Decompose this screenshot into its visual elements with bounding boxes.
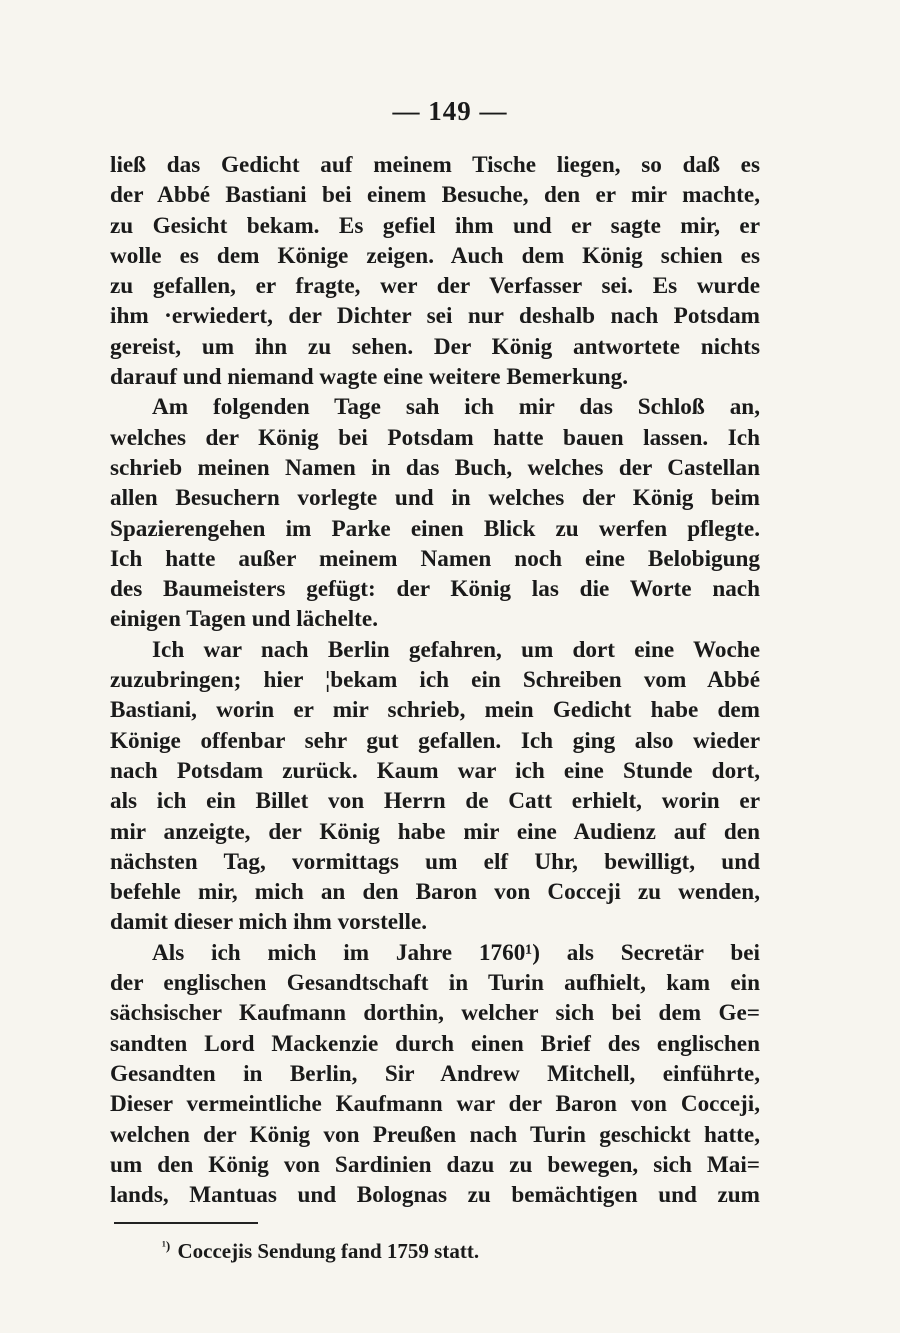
text-line: damit dieser mich ihm vorstelle. — [110, 909, 428, 936]
text-line: zu gefallen, er fragte, wer der Verfasser sei. Es wurde — [110, 273, 760, 300]
text-line: Am folgenden Tage sah ich mir das Schloß an, — [152, 394, 760, 421]
text-line: des Baumeisters gefügt: der König las die Worte nach — [110, 576, 760, 603]
text-line: darauf und niemand wagte eine weitere Bemerkung. — [110, 364, 629, 391]
text-line: um den König von Sardinien dazu zu bewegen, sich Mai= — [110, 1151, 760, 1178]
text-line: Bastiani, worin er mir schrieb, mein Gedicht habe dem — [110, 697, 760, 724]
text-line: zuzubringen; hier ¦bekam ich ein Schreiben vom Abbé — [110, 667, 760, 694]
footnote-marker: ¹) — [162, 1238, 171, 1253]
text-line: lands, Mantuas und Bolognas zu bemächtigen und zum — [110, 1182, 760, 1209]
text-line: welchen der König von Preußen nach Turin geschickt hatte, — [110, 1121, 760, 1148]
text-line: Als ich mich im Jahre 1760¹) als Secretär bei — [152, 939, 760, 966]
text-line: der englischen Gesandtschaft in Turin aufhielt, kam ein — [110, 970, 760, 997]
footnote-divider — [114, 1222, 258, 1224]
text-line: Gesandten in Berlin, Sir Andrew Mitchell, einführte, — [110, 1060, 760, 1087]
footnote — [162, 1238, 479, 1264]
text-line: Spazierengehen im Parke einen Blick zu werfen pflegte. — [110, 515, 760, 542]
text-line: nach Potsdam zurück. Kaum war ich eine Stunde dort, — [110, 757, 760, 784]
text-line: Ich war nach Berlin gefahren, um dort eine Woche — [152, 636, 760, 663]
text-line: gereist, um ihn zu sehen. Der König antwortete nichts — [110, 333, 760, 360]
text-line: ließ das Gedicht auf meinem Tische liegen, so daß es — [110, 152, 760, 178]
text-line: als ich ein Billet von Herrn de Catt erhielt, worin er — [110, 788, 760, 815]
text-line: Könige offenbar sehr gut gefallen. Ich ging also wieder — [110, 727, 760, 754]
text-line: Ich hatte außer meinem Namen noch eine Belobigung — [110, 545, 760, 572]
text-line: nächsten Tag, vormittags um elf Uhr, bewilligt, und — [110, 848, 760, 875]
text-line: schrieb meinen Namen in das Buch, welches der Castellan — [110, 454, 760, 481]
text-line: welches der König bei Potsdam hatte bauen lassen. Ich — [110, 424, 760, 451]
text-line: mir anzeigte, der König habe mir eine Audienz auf den — [110, 818, 760, 845]
text-line: einigen Tagen und lächelte. — [110, 606, 378, 633]
text-line: sächsischer Kaufmann dorthin, welcher sich bei dem Ge= — [110, 1000, 760, 1027]
text-line: sandten Lord Mackenzie durch einen Brief des englischen — [110, 1030, 760, 1057]
page-number: — 149 — — [392, 96, 508, 126]
text-line: der Abbé Bastiani bei einem Besuche, den er mir machte, — [110, 182, 760, 209]
footnote-text: Coccejis Sendung fand 1759 statt. — [177, 1239, 480, 1263]
text-line: allen Besuchern vorlegte und in welches der König beim — [110, 485, 760, 512]
body-text — [110, 150, 760, 1210]
text-line: zu Gesicht bekam. Es gefiel ihm und er sagte mir, er — [110, 212, 760, 239]
text-line: ihm ·erwiedert, der Dichter sei nur deshalb nach Potsdam — [110, 303, 760, 330]
text-line: wolle es dem Könige zeigen. Auch dem König schien es — [110, 242, 760, 269]
text-line: befehle mir, mich an den Baron von Cocceji zu wenden, — [110, 879, 760, 906]
text-line: Dieser vermeintliche Kaufmann war der Baron von Cocceji, — [110, 1091, 760, 1118]
